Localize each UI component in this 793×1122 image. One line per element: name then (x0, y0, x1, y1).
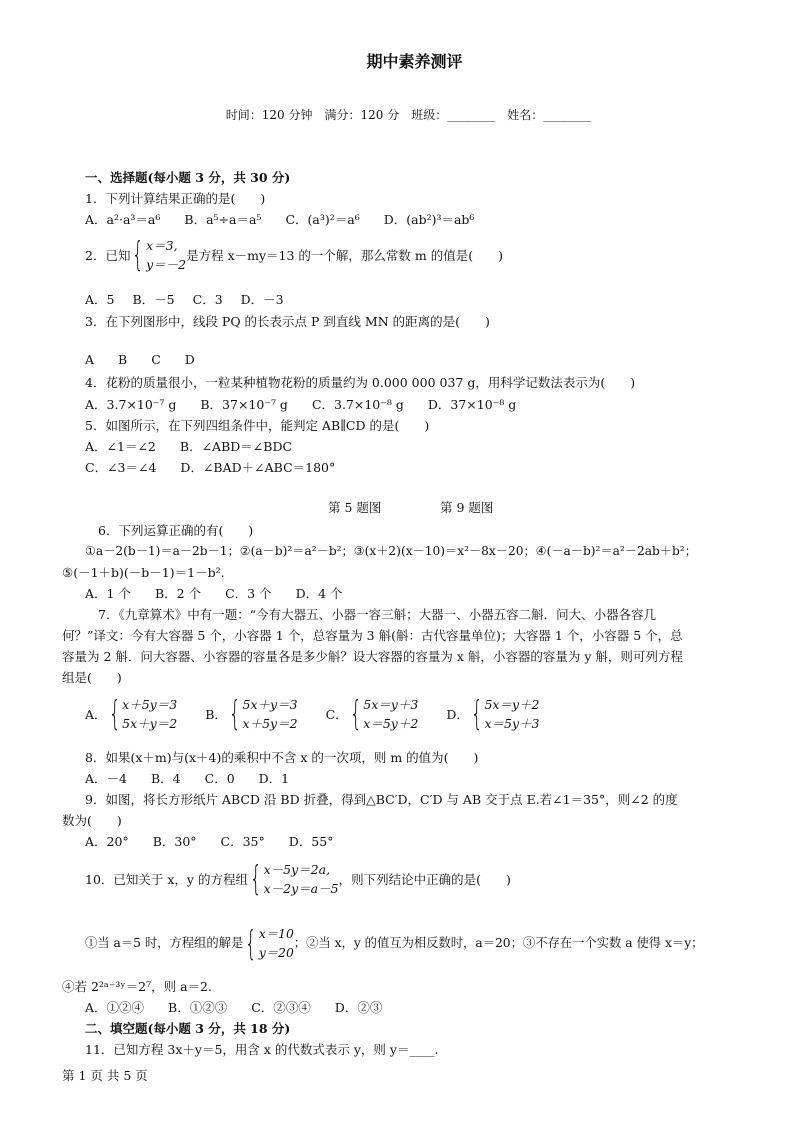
figure-caption-q5: 第 5 题图 (328, 500, 382, 515)
q10-option-a: A．①②④ (85, 1000, 145, 1015)
q6-option-b: B．2 个 (154, 586, 202, 601)
q1-option-d: D．(ab²)³＝ab⁶ (383, 212, 475, 227)
q7-text-4: 组是( ) (62, 670, 122, 685)
exam-meta: 时间：120 分钟 满分：120 分 班级：________ 姓名：________ (225, 108, 592, 122)
q10-suffix: ，则下列结论中正确的是( ) (338, 871, 511, 887)
q10-option-c: C．②③④ (251, 1000, 311, 1015)
q7-options (85, 695, 540, 734)
q7-option-b: B． { 5x＋y＝3 x＋5y＝2 (205, 694, 298, 735)
q2-suffix: 是方程 x－my＝13 的一个解，那么常数 m 的值是( ) (186, 247, 503, 263)
brace-icon: { (245, 924, 258, 965)
q10-statements-2: ④若 2²ᵃ⁻³ʸ＝2⁷，则 a＝2. (62, 979, 212, 994)
q10-system: { x－5y＝2a, x－2y＝a－5 (249, 859, 339, 900)
brace-icon: { (228, 694, 241, 735)
figure-caption-q9: 第 9 题图 (440, 500, 494, 515)
q11-stem: 11．已知方程 3x＋y＝5，用含 x 的代数式表示 y，则 y＝____. (85, 1042, 439, 1057)
q6-stem: 6．下列运算正确的有( ) (98, 523, 254, 538)
q3-option-d: D (184, 352, 195, 367)
q10-prefix: 10．已知关于 x，y 的方程组 (85, 871, 248, 887)
q2-sys-line: y＝－2 (146, 257, 187, 273)
q4-option-c: C．3.7×10⁻⁸ g (311, 397, 404, 412)
q10-statements-1: ①当 a＝5 时，方程组的解是 { x＝10 y＝20 ；②当 x，y 的值互为相反数时，a＝20；③不存在一个实数 a 使得 x＝y； (85, 924, 704, 965)
q5-option-a: A．∠1＝∠2 (85, 439, 156, 454)
q6-option-a: A．1 个 (85, 586, 131, 601)
q2-prefix: 2．已知 (85, 247, 131, 263)
q9-option-c: C．35° (220, 834, 265, 849)
q3-stem: 3．在下列图形中，线段 PQ 的长表示点 P 到直线 MN 的距离的是( ) (85, 314, 490, 329)
q2-option-b: B．－5 (132, 292, 175, 307)
q5-stem: 5．如图所示，在下列四组条件中，能判定 AB∥CD 的是( ) (85, 418, 430, 433)
q6-option-c: C．3 个 (225, 586, 272, 601)
q9-option-d: D．55° (288, 834, 334, 849)
q9-text-1: 9．如图，将长方形纸片 ABCD 沿 BD 折叠，得到△BC′D，C′D 与 AB 交于点 E.若∠1＝35°，则∠2 的度 (85, 792, 678, 807)
q3-option-a: A (85, 352, 95, 367)
q6-statements-2: ⑤(－1＋b)(－b－1)＝1－b². (62, 565, 225, 580)
q1-option-b: B．a⁵÷a＝a⁵ (184, 212, 262, 227)
q8-option-a: A．－4 (85, 771, 127, 786)
q8-option-b: B．4 (150, 771, 181, 786)
q4-stem: 4．花粉的质量很小，一粒某种植物花粉的质量约为 0.000 000 037 g，用科学记数法表示为( ) (85, 375, 636, 390)
q8-stem: 8．如果(x＋m)与(x＋4)的乘积中不含 x 的一次项，则 m 的值为( ) (85, 750, 479, 765)
page-title: 期中素养测评 (366, 52, 463, 71)
q1-option-c: C．(a³)²＝a⁶ (285, 212, 360, 227)
q6-options (85, 586, 367, 602)
q2-stem (85, 236, 503, 275)
q8-options (85, 771, 313, 787)
q6-statements-1: ①a－2(b－1)＝a－2b－1；②(a－b)²＝a²－b²；③(x＋2)(x－10)＝x²－8x－20；④(－a－b)²＝a²－2ab＋b²； (85, 544, 697, 558)
q1-option-a: A．a²·a³＝a⁶ (85, 212, 161, 227)
q4-option-a: A．3.7×10⁻⁷ g (85, 397, 177, 412)
section-heading-choice: 一、选择题(每小题 3 分，共 30 分) (85, 170, 291, 185)
brace-icon: { (132, 235, 145, 276)
q7-text-1: 7．《九章算术》中有一题：“今有大器五、小器一容三斛；大器一、小器五容二斛．问大、小器各容几 (98, 607, 657, 622)
q7-option-d: D． { 5x＝y＋2 x＝5y＋3 (446, 694, 540, 735)
q3-option-b: B (118, 352, 128, 367)
q5-option-c: C．∠3＝∠4 (85, 460, 157, 475)
brace-icon: { (108, 694, 121, 735)
brace-icon: { (470, 694, 483, 735)
q2-sys-line: x＝3, (146, 238, 178, 253)
q8-option-c: C．0 (204, 771, 235, 786)
q10-solution-system: { x＝10 y＝20 (245, 924, 294, 965)
q1-options (85, 212, 498, 228)
q9-option-a: A．20° (85, 834, 129, 849)
q9-text-2: 数为( ) (62, 813, 122, 828)
q3-option-c: C (151, 352, 161, 367)
q10-option-b: B．①②③ (168, 1000, 228, 1015)
q10-option-d: D．②③ (334, 1000, 383, 1015)
q2-system (130, 236, 186, 275)
section-heading-fill: 二、填空题(每小题 3 分，共 18 分) (85, 1021, 291, 1036)
q10-options (85, 1000, 406, 1016)
q5-option-d: D．∠BAD＋∠ABC＝180° (180, 460, 336, 475)
q6-option-d: D．4 个 (295, 586, 343, 601)
q5-option-b: B．∠ABD＝∠BDC (179, 439, 293, 454)
q3-options (85, 352, 219, 368)
q4-option-b: B．37×10⁻⁷ g (200, 397, 288, 412)
q7-option-c: C． { 5x＝y＋3 x＝5y＋2 (325, 694, 419, 735)
q9-options (85, 834, 357, 850)
q2-option-a: A．5 (85, 292, 115, 307)
brace-icon: { (349, 694, 362, 735)
q2-options (85, 292, 302, 308)
q2-option-d: D．－3 (240, 292, 284, 307)
q1-stem: 1．下列计算结果正确的是( ) (85, 191, 266, 206)
q7-text-3: 容量为 2 斛．问大容器、小容器的容量各是多少斛？设大容器的容量为 x 斛，小容器的容量为 y 斛，则可列方程 (62, 649, 683, 664)
q8-option-d: D．1 (258, 771, 290, 786)
q5-options-row2 (85, 460, 359, 476)
q4-option-d: D．37×10⁻⁸ g (427, 397, 517, 412)
q7-option-a: A． { x＋5y＝3 5x＋y＝2 (85, 694, 178, 735)
brace-icon: { (249, 859, 262, 900)
page-footer: 第 1 页 共 5 页 (62, 1068, 148, 1083)
q9-option-b: B．30° (152, 834, 197, 849)
q10-stem (85, 860, 511, 899)
q5-options-row1 (85, 439, 316, 455)
q2-option-c: C．3 (192, 292, 223, 307)
q4-options (85, 397, 540, 413)
q7-text-2: 何？”译文：今有大容器 5 个，小容器 1 个，总容量为 3 斛(斛：古代容量单位)；大容器 1 个，小容器 5 个，总 (62, 628, 683, 643)
